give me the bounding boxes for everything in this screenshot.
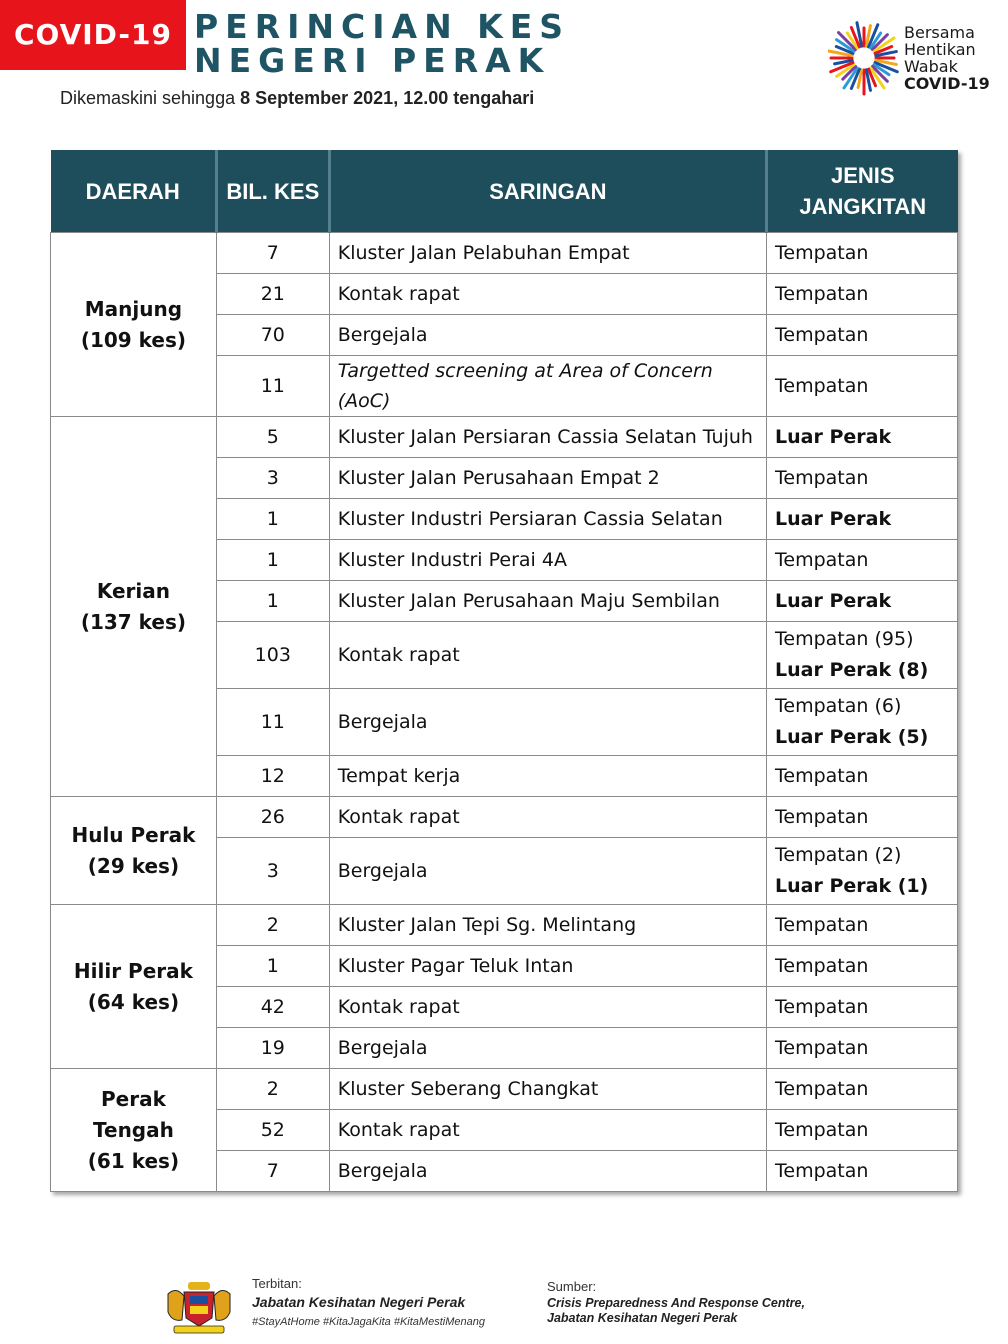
infection-type-cell [767,1069,958,1110]
case-count-cell: 1 [216,499,329,540]
infection-type-cell [767,356,958,417]
footer-publisher [160,1274,520,1338]
publisher-label: Terbitan: [252,1276,302,1291]
case-count-cell: 21 [216,274,329,315]
infection-type-cell [767,581,958,622]
logo-line: Wabak [904,57,958,76]
infection-type: Tempatan [775,466,869,489]
screening-cell: Kluster Jalan Pelabuhan Empat [329,233,766,274]
coat-of-arms-icon [160,1276,238,1338]
screening-cell: Kluster Jalan Perusahaan Maju Sembilan [329,581,766,622]
infection-type-cell [767,622,958,689]
screening-cell: Kluster Jalan Tepi Sg. Melintang [329,905,766,946]
col-header-jenis-jangkitan: JENIS JANGKITAN [767,150,958,233]
table-row [51,797,958,838]
screening-cell: Bergejala [329,838,766,905]
infection-type: Tempatan [775,913,869,936]
infection-type-cell [767,797,958,838]
district-cell [51,905,217,1069]
district-total: (137 kes) [80,609,187,634]
infection-type: Tempatan [775,1118,869,1141]
infection-type: Luar Perak [775,589,892,612]
infection-type-cell [767,1028,958,1069]
table-header-row [51,150,958,233]
infection-type: Luar Perak (8) [775,659,929,681]
district-name: Hilir Perak [73,958,193,983]
case-count-cell: 5 [216,417,329,458]
screening-cell: Bergejala [329,689,766,756]
case-count-cell: 1 [216,540,329,581]
screening-cell: Kluster Industri Persiaran Cassia Selatan [329,499,766,540]
table-row [51,1069,958,1110]
infection-type: Tempatan [775,374,869,397]
infection-type: Tempatan [775,548,869,571]
district-total: (64 kes) [87,989,180,1014]
cases-table [50,150,958,1192]
infection-type-cell [767,417,958,458]
source-line-1: Crisis Preparedness And Response Centre, [547,1296,805,1310]
screening-cell: Kontak rapat [329,1110,766,1151]
infection-type-cell [767,689,958,756]
title-line-2: NEGERI PERAK [194,41,551,80]
district-cell [51,797,217,905]
case-count-cell: 2 [216,1069,329,1110]
screening-cell: Kontak rapat [329,274,766,315]
district-total: (29 kes) [87,853,180,878]
updated-line [60,88,534,109]
screening-cell: Bergejala [329,1028,766,1069]
updated-date: 8 September 2021 [240,88,394,108]
updated-prefix: Dikemaskini sehingga [60,88,236,108]
case-count-cell: 7 [216,1151,329,1192]
case-count-cell: 19 [216,1028,329,1069]
source-label: Sumber: [547,1279,597,1294]
infection-type-cell [767,838,958,905]
logo-line: COVID-19 [904,74,990,93]
district-total: (109 kes) [80,327,187,352]
case-count-cell: 12 [216,756,329,797]
table-row [51,233,958,274]
infection-type-cell [767,1151,958,1192]
infection-type: Tempatan [775,1036,869,1059]
infection-type: Tempatan [775,1077,869,1100]
screening-cell: Bergejala [329,315,766,356]
infection-type-cell [767,499,958,540]
case-count-cell: 52 [216,1110,329,1151]
screening-cell: Kluster Jalan Perusahaan Empat 2 [329,458,766,499]
screening-cell: Tempat kerja [329,756,766,797]
infection-type: Tempatan [775,241,869,264]
screening-cell: Kluster Seberang Changkat [329,1069,766,1110]
case-count-cell: 70 [216,315,329,356]
page-title [194,7,571,80]
screening-cell: Targetted screening at Area of Concern (AoC) [329,356,766,417]
case-count-cell: 7 [216,233,329,274]
infection-type-cell [767,458,958,499]
table-row [51,417,958,458]
publisher-name: Jabatan Kesihatan Negeri Perak [252,1294,466,1310]
infection-type: Tempatan [775,954,869,977]
infection-type-cell [767,905,958,946]
screening-cell: Kontak rapat [329,622,766,689]
infection-type: Tempatan [775,995,869,1018]
case-count-cell: 103 [216,622,329,689]
updated-time: , 12.00 tengahari [393,88,535,108]
screening-cell: Kluster Industri Perai 4A [329,540,766,581]
infection-type: Tempatan (6) [775,695,902,717]
case-count-cell: 2 [216,905,329,946]
case-count-cell: 11 [216,356,329,417]
infection-type-cell [767,1110,958,1151]
infection-type-cell [767,315,958,356]
infection-type: Tempatan [775,764,869,787]
infection-type-cell [767,233,958,274]
infection-type-cell [767,756,958,797]
logo-line: Hentikan [904,40,976,59]
logo-text [904,24,990,92]
district-cell [51,1069,217,1192]
covid-badge: COVID-19 [0,0,186,70]
logo-line: Bersama [904,23,975,42]
screening-cell: Kluster Pagar Teluk Intan [329,946,766,987]
table-row [51,905,958,946]
infection-type: Luar Perak (5) [775,726,929,748]
district-total: (61 kes) [87,1148,180,1173]
case-count-cell: 3 [216,458,329,499]
case-count-cell: 3 [216,838,329,905]
infection-type-cell [767,946,958,987]
case-count-cell: 1 [216,946,329,987]
district-name: Kerian [96,578,171,603]
district-cell [51,417,217,797]
infection-type: Luar Perak [775,507,892,530]
district-name: Hulu Perak [71,822,196,847]
sunburst-logo-icon [828,18,900,98]
district-name: Manjung [84,296,183,321]
footer-source [547,1279,805,1325]
screening-cell: Kontak rapat [329,987,766,1028]
title-line-1: PERINCIAN KES [194,7,571,46]
infection-type-cell [767,274,958,315]
infection-type-cell [767,540,958,581]
table-body [51,233,958,1192]
screening-cell: Kontak rapat [329,797,766,838]
district-name: Perak Tengah [93,1086,174,1142]
hashtags: #StayAtHome #KitaJagaKita #KitaMestiMenang [252,1316,485,1328]
infection-type: Luar Perak (1) [775,875,929,897]
col-header-saringan: SARINGAN [329,150,766,233]
infection-type: Tempatan [775,323,869,346]
screening-cell: Kluster Jalan Persiaran Cassia Selatan Tujuh [329,417,766,458]
source-line-2: Jabatan Kesihatan Negeri Perak [547,1311,738,1325]
infection-type: Tempatan [775,805,869,828]
infection-type: Luar Perak [775,425,892,448]
case-count-cell: 42 [216,987,329,1028]
col-header-bil-kes: BIL. KES [216,150,329,233]
infection-type: Tempatan [775,1159,869,1182]
infection-type-cell [767,987,958,1028]
case-count-cell: 11 [216,689,329,756]
infection-type: Tempatan [775,282,869,305]
infection-type: Tempatan (2) [775,844,902,866]
case-count-cell: 26 [216,797,329,838]
campaign-logo [828,18,998,98]
infection-type: Tempatan (95) [775,628,914,650]
case-count-cell: 1 [216,581,329,622]
district-cell [51,233,217,417]
col-header-daerah: DAERAH [51,150,217,233]
screening-cell: Bergejala [329,1151,766,1192]
